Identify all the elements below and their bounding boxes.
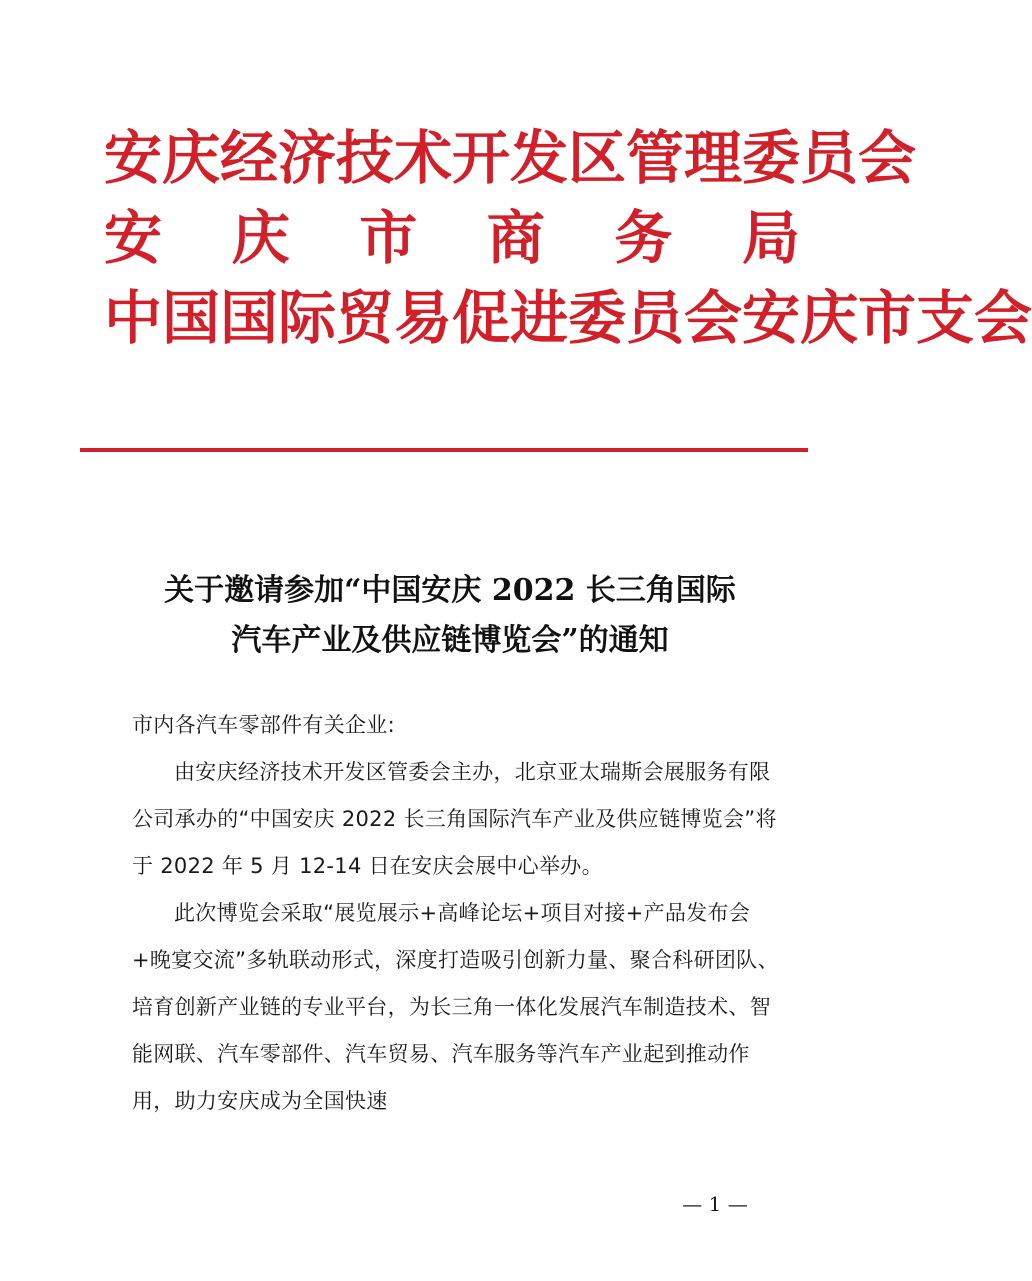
header-line2-char: 庆: [231, 204, 290, 272]
header-line2-char: 市: [359, 204, 418, 272]
document-body: [132, 702, 782, 1125]
salutation: 市内各汽车零部件有关企业:: [132, 713, 395, 737]
header-line-commerce-bureau: [104, 198, 800, 278]
header-line-development-zone: 安庆经济技术开发区管理委员会: [104, 124, 917, 192]
page-number: — 1 —: [682, 1192, 748, 1216]
document-title: [80, 566, 820, 666]
header-line2-char: 局: [741, 204, 800, 272]
issuing-authorities-header: [104, 118, 1032, 358]
paragraph-1: 由安庆经济技术开发区管委会主办，北京亚太瑞斯会展服务有限公司承办的“中国安庆 2022 长三角国际汽车产业及供应链博览会”将于 2022 年 5 月 12-14 日在安庆会展中心举办。: [132, 760, 777, 878]
title-line-2: 汽车产业及供应链博览会”的通知: [231, 623, 669, 658]
header-line-ccpit: 中国国际贸易促进委员会安庆市支会: [104, 284, 1032, 352]
paragraph-2: 此次博览会采取“展览展示+高峰论坛+项目对接+产品发布会+晚宴交流”多轨联动形式，深度打造吸引创新力量、聚合科研团队、培育创新产业链的专业平台，为长三角一体化发展汽车制造技术、智能网联、汽车零部件、汽车贸易、汽车服务等汽车产业起到推动作用，助力安庆成为全国快速: [132, 901, 779, 1113]
red-divider-line: [80, 448, 808, 452]
header-line2-char: 务: [614, 204, 673, 272]
title-line-1: 关于邀请参加“中国安庆 2022 长三角国际: [164, 573, 736, 608]
header-line2-char: 安: [104, 204, 163, 272]
header-line2-char: 商: [486, 204, 545, 272]
